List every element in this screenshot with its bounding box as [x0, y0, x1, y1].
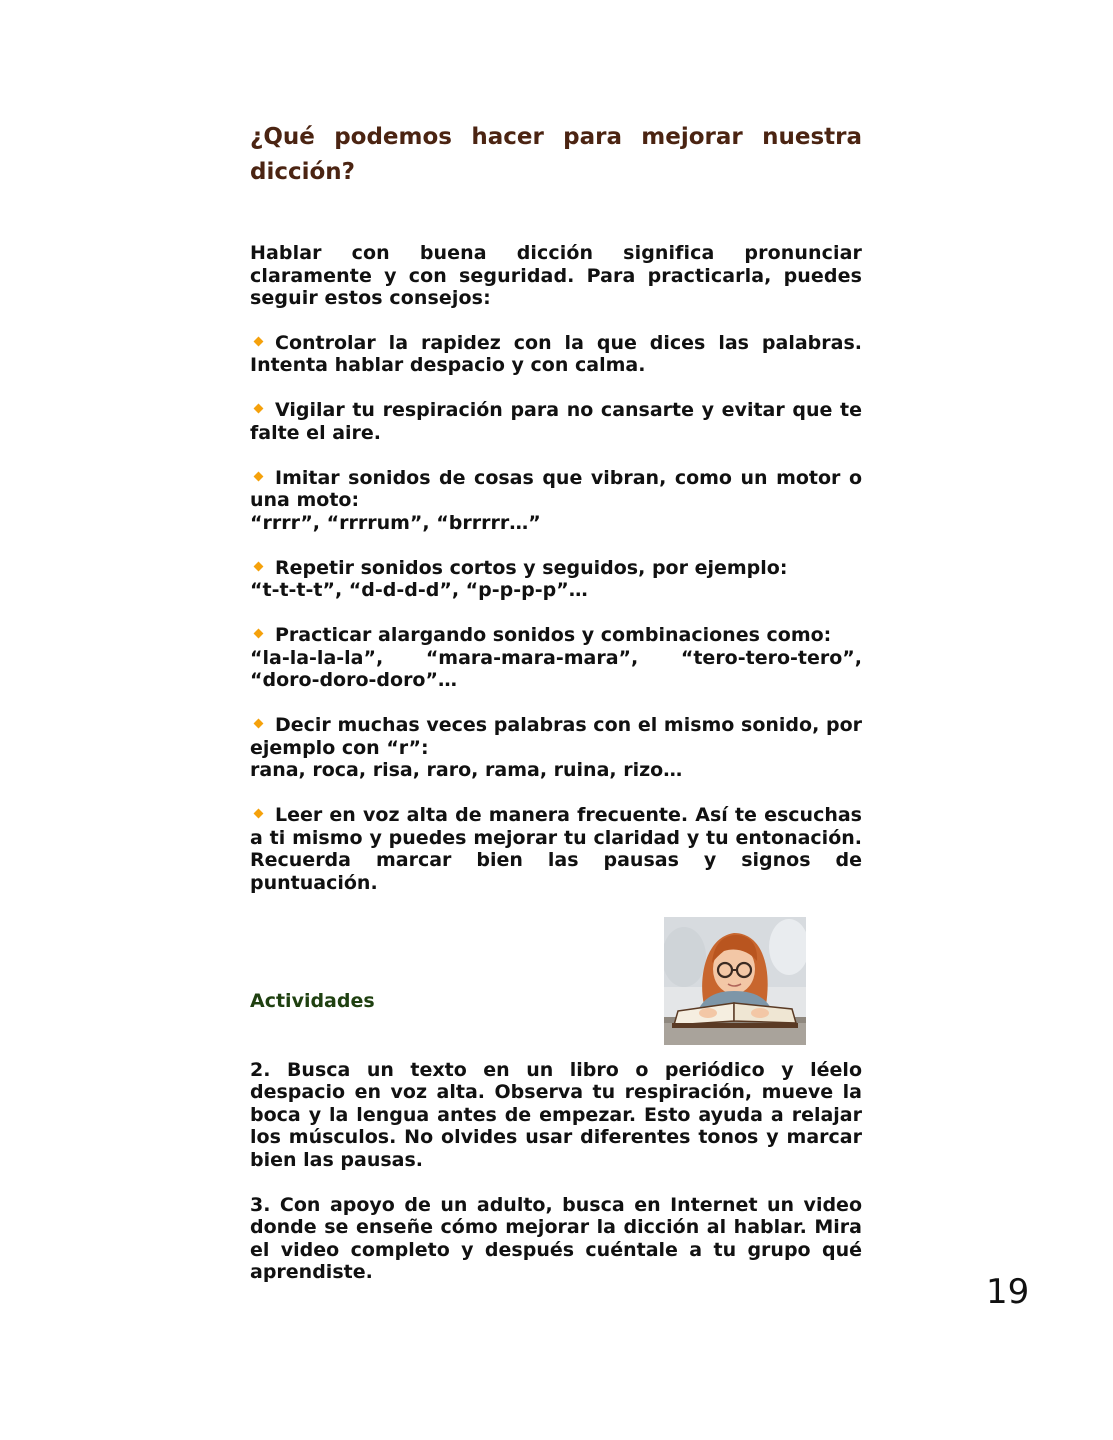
- page-title: ¿Qué podemos hacer para mejorar nuestra dicción?: [250, 124, 862, 185]
- orange-diamond-bullet-icon: [254, 404, 264, 414]
- tip-example: rana, roca, risa, raro, rama, ruina, rizo…: [250, 759, 683, 781]
- orange-diamond-bullet-icon: [254, 809, 264, 819]
- orange-diamond-bullet-icon: [254, 629, 264, 639]
- list-item: [250, 714, 862, 782]
- page-number: 19: [986, 1272, 1030, 1312]
- orange-diamond-bullet-icon: [254, 719, 264, 729]
- orange-diamond-bullet-icon: [254, 561, 264, 571]
- page-content: [250, 120, 862, 1284]
- list-item: [250, 332, 862, 377]
- orange-diamond-bullet-icon: [254, 471, 264, 481]
- list-item: [250, 624, 862, 692]
- activities-heading: Actividades: [250, 989, 375, 1012]
- activity-item: 3. Con apoyo de un adulto, busca en Internet un video donde se enseñe cómo mejorar la dicción al hablar. Mira el video completo y después cuéntale a tu grupo qué aprendiste.: [250, 1193, 862, 1283]
- tip-example: “la-la-la-la”, “mara-mara-mara”, “tero-tero-tero”, “doro-doro-doro”…: [250, 646, 862, 691]
- activities-header-row: [250, 917, 862, 1045]
- tip-text: Imitar sonidos de cosas que vibran, como un motor o una moto:: [250, 466, 862, 511]
- orange-diamond-bullet-icon: [254, 336, 264, 346]
- tips-list: [250, 332, 862, 895]
- tip-example: “rrrr”, “rrrrum”, “brrrrr…”: [250, 511, 541, 534]
- tip-example: “t-t-t-t”, “d-d-d-d”, “p-p-p-p”…: [250, 579, 588, 601]
- girl-reading-illustration: [664, 917, 806, 1045]
- tip-text: Repetir sonidos cortos y seguidos, por ejemplo:: [275, 556, 788, 579]
- list-item: [250, 557, 862, 602]
- tip-text: Decir muchas veces palabras con el mismo sonido, por ejemplo con “r”:: [250, 714, 862, 759]
- list-item: [250, 804, 862, 894]
- tip-text: Vigilar tu respiración para no cansarte y evitar que te falte el aire.: [250, 399, 862, 444]
- tip-text: Leer en voz alta de manera frecuente. Así te escuchas a ti mismo y puedes mejorar tu claridad y tu entonación. Recuerda marcar bien las pausas y signos de puntuación.: [250, 804, 862, 894]
- list-item: [250, 467, 862, 535]
- tip-text: Controlar la rapidez con la que dices las palabras. Intenta hablar despacio y con calma.: [250, 331, 862, 376]
- intro-paragraph: Hablar con buena dicción significa pronunciar claramente y con seguridad. Para practicarla, puedes seguir estos consejos:: [250, 242, 862, 309]
- tip-text: Practicar alargando sonidos y combinaciones como:: [275, 624, 832, 646]
- list-item: [250, 399, 862, 444]
- girl-reading-photo: [664, 917, 806, 1045]
- activity-item: 2. Busca un texto en un libro o periódico y léelo despacio en voz alta. Observa tu respiración, mueve la boca y la lengua antes de empezar. Esto ayuda a relajar los músculos. No olvides usar diferentes tonos y marcar bien las pausas.: [250, 1058, 862, 1171]
